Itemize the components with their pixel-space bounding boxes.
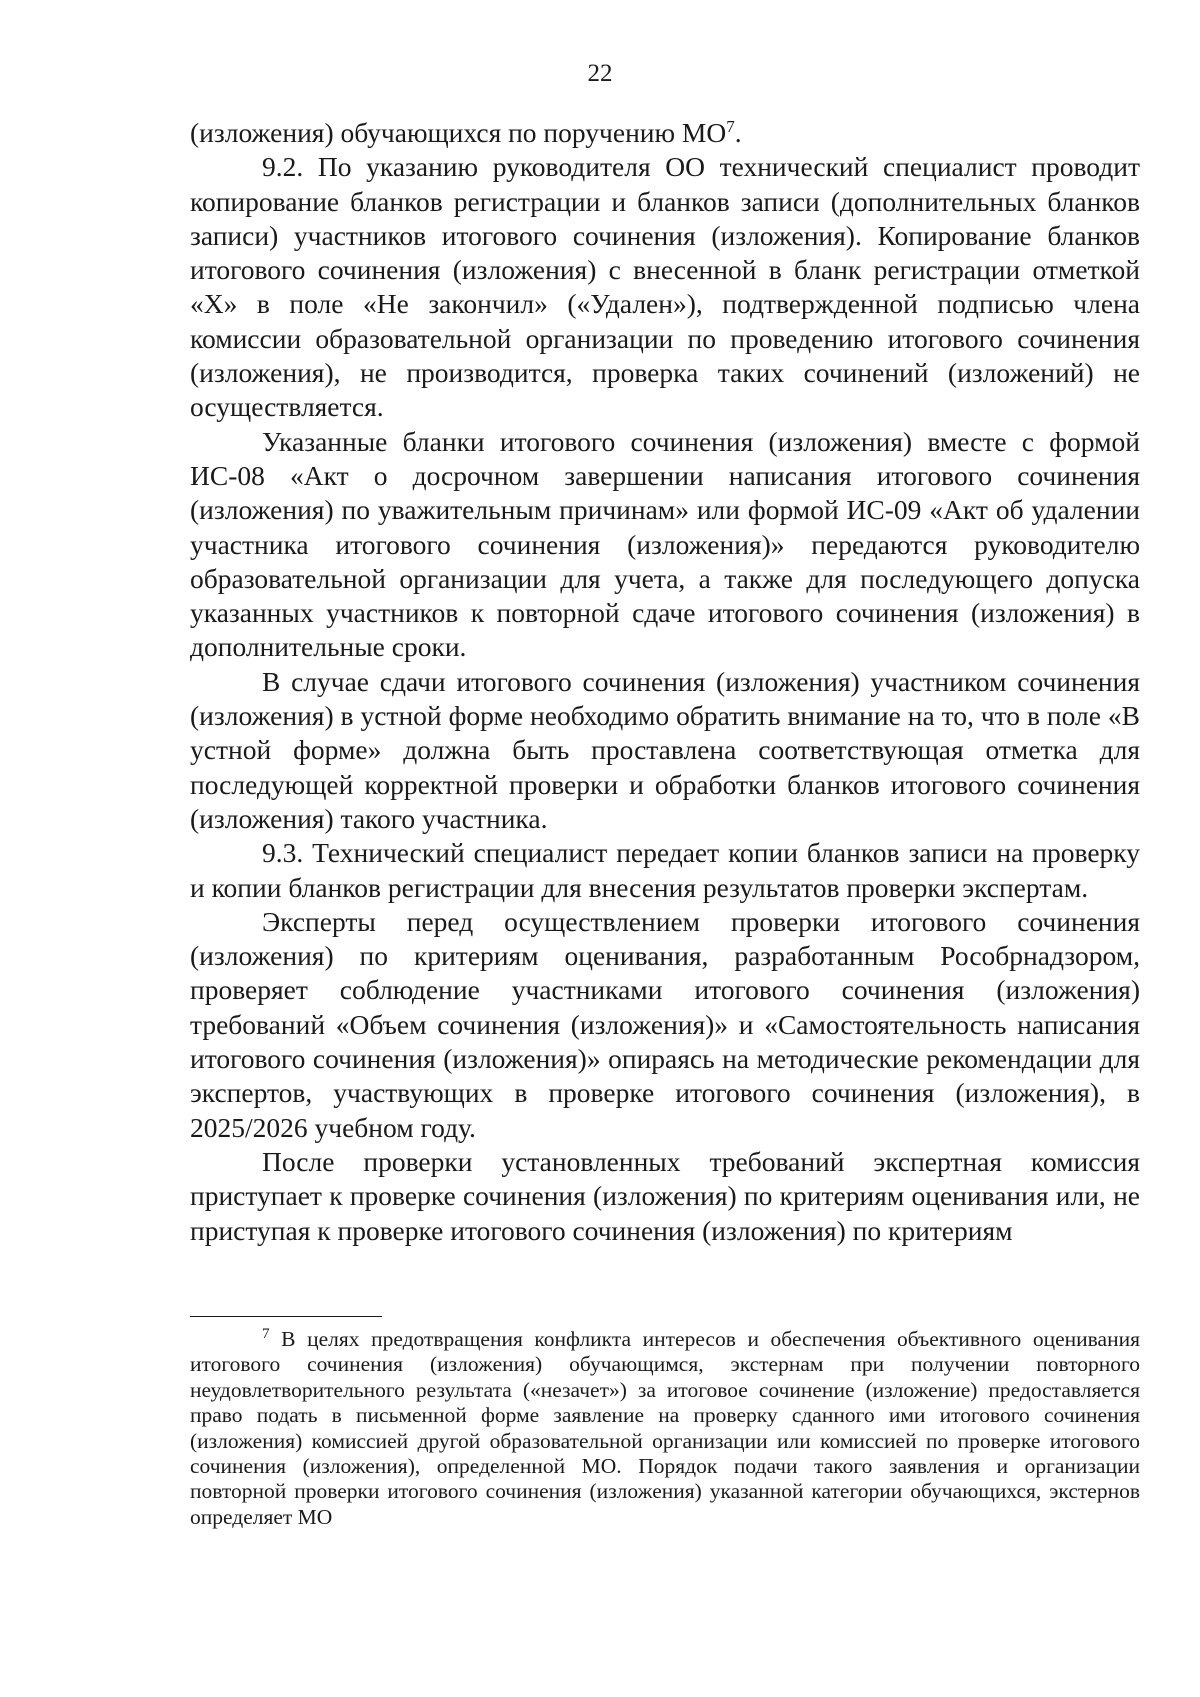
paragraph-after-check: После проверки установленных требований экспертная комиссия приступает к проверке сочинения (изложения) по критериям оценивания или, не приступая к проверке итогового сочинения (изложения) по критериям — [190, 1145, 1140, 1246]
document-body — [190, 116, 1140, 1248]
paragraph-9-2: 9.2. По указанию руководителя ОО технический специалист проводит копирование бланков регистрации и бланков записи (дополнительных бланков записи) участников итогового сочинения (изложения). Копирование бланков итогового сочинения (изложения) с внесенной в бланк регистрации отметкой «Х» в поле «Не закончил» («Удален»), подтвержденной подписью члена комиссии образовательной организации по проведению итогового сочинения (изложения), не производится, проверка таких сочинений (изложений) не осуществляется. — [190, 151, 1140, 423]
paragraph-forms: Указанные бланки итогового сочинения (изложения) вместе с формой ИС-08 «Акт о досрочном завершении написания итогового сочинения (изложения) по уважительным причинам» или формой ИС-09 «Акт об удалении участника итогового сочинения (изложения)» передаются руководителю образовательной организации для учета, а также для последующего допуска указанных участников к повторной сдаче итогового сочинения (изложения) в дополнительные сроки. — [190, 425, 1140, 663]
footnote-separator — [190, 1316, 382, 1317]
paragraph-experts: Эксперты перед осуществлением проверки итогового сочинения (изложения) по критериям оценивания, разработанным Рособрнадзором, проверяет соблюдение участниками итогового сочинения (изложения) требований «Объем сочинения (изложения)» и «Самостоятельность написания итогового сочинения (изложения)» опираясь на методические рекомендации для экспертов, участвующих в проверке итогового сочинения (изложения), в 2025/2026 учебном году. — [190, 905, 1140, 1143]
paragraph-continuation — [190, 116, 1140, 150]
page-number: 22 — [587, 60, 613, 87]
paragraph-9-3: 9.3. Технический специалист передает копии бланков записи на проверку и копии бланков регистрации для внесения результатов проверки экспертам. — [190, 837, 1140, 903]
footnote — [190, 1327, 1140, 1530]
paragraph-punctuation: . — [734, 117, 742, 148]
paragraph-oral-form: В случае сдачи итогового сочинения (изложения) участником сочинения (изложения) в устной форме необходимо обратить внимание на то, что в поле «В устной форме» должна быть проставлена соответствующая отметка для последующей корректной проверки и обработки бланков итогового сочинения (изложения) такого участника. — [190, 665, 1140, 834]
paragraph-text: (изложения) обучающихся по поручению МО — [190, 117, 727, 148]
footnote-marker: 7 — [262, 1325, 270, 1342]
footnote-text: В целях предотвращения конфликта интересов и обеспечения объективного оценивания итогового сочинения (изложения) обучающимся, экстернам при получении повторного неудовлетворительного результата («незачет») за итоговое сочинение (изложение) предоставляется право подать в письменной форме заявление на проверку сданного ими итогового сочинения (изложения) комиссией другой образовательной организации или комиссией по проверке итогового сочинения (изложения), определенной МО. Порядок подачи такого заявления и организации повторной проверки итогового сочинения (изложения) указанной категории обучающихся, экстернов определяет МО — [190, 1327, 1140, 1529]
footnote-reference: 7 — [726, 116, 735, 136]
